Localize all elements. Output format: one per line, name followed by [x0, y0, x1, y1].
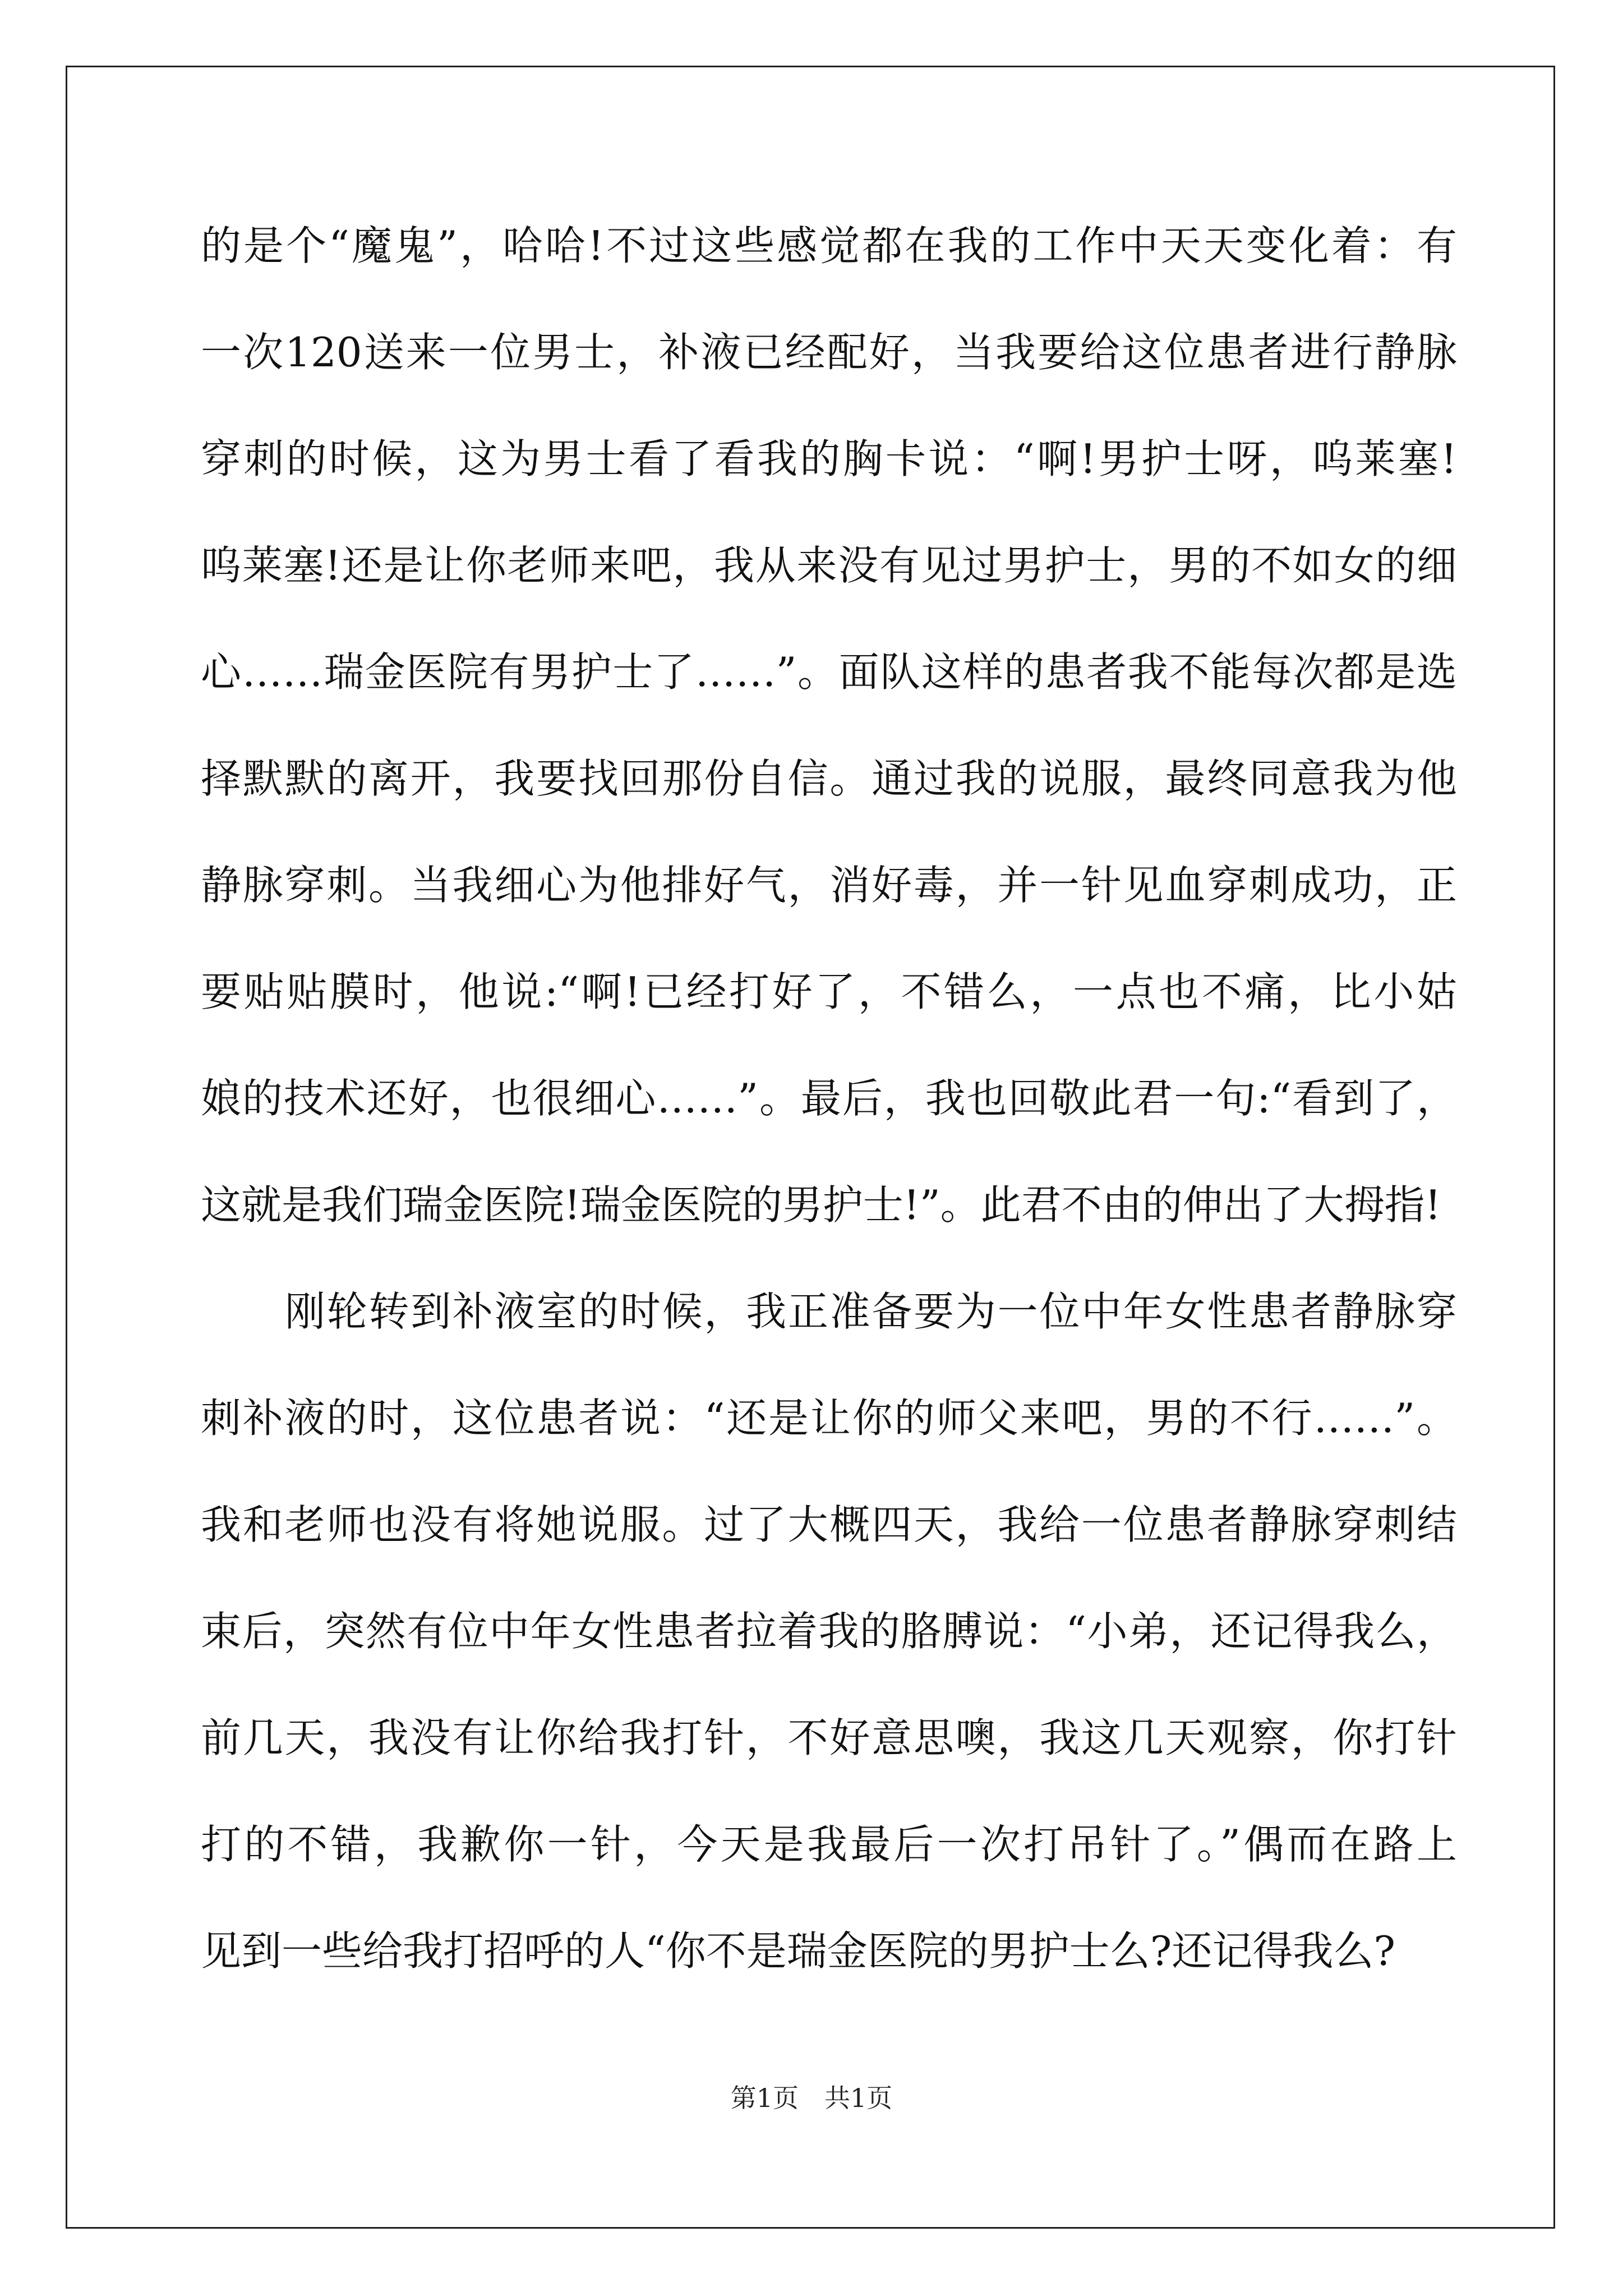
text-line: 打的不错，我歉你一针，今天是我最后一次打吊针了。”偶而在路上	[201, 1821, 1457, 1868]
text-line: 择默默的离开，我要找回那份自信。通过我的说服，最终同意我为他	[201, 755, 1457, 802]
text-line: 穿刺的时候，这为男士看了看我的胸卡说：“啊!男护士呀，呜莱塞!	[201, 435, 1457, 482]
text-line: 见到一些给我打招呼的人“你不是瑞金医院的男护士么?还记得我么?	[201, 1927, 1396, 1975]
text-line: 要贴贴膜时，他说:“啊!已经打好了，不错么，一点也不痛，比小姑	[201, 968, 1457, 1015]
text-line: 前几天，我没有让你给我打针，不好意思噢，我这几天观察，你打针	[201, 1714, 1457, 1761]
page-number: 第1页 共1页	[730, 2083, 893, 2113]
page-footer	[0, 2081, 1623, 2115]
text-line: 我和老师也没有将她说服。过了大概四天，我给一位患者静脉穿刺结	[201, 1501, 1457, 1548]
text-line: 刺补液的时，这位患者说：“还是让你的师父来吧，男的不行……”。	[201, 1395, 1457, 1442]
text-line: 心……瑞金医院有男护士了……”。面队这样的患者我不能每次都是选	[201, 648, 1457, 696]
text-line: 娘的技术还好，也很细心……”。最后，我也回敬此君一句:“看到了，	[201, 1075, 1457, 1122]
text-line: 刚轮转到补液室的时候，我正准备要为一位中年女性患者静脉穿	[285, 1288, 1457, 1335]
document-body	[201, 212, 1457, 2024]
text-line: 一次120送来一位男士，补液已经配好，当我要给这位患者进行静脉	[201, 329, 1457, 376]
text-line: 束后，突然有位中年女性患者拉着我的胳膊说：“小弟，还记得我么，	[201, 1608, 1457, 1655]
text-line: 的是个“魔鬼”，哈哈!不过这些感觉都在我的工作中天天变化着：有	[201, 222, 1457, 269]
text-line: 这就是我们瑞金医院!瑞金医院的男护士!”。此君不由的伸出了大拇指!	[201, 1181, 1441, 1228]
text-line: 静脉穿刺。当我细心为他排好气，消好毒，并一针见血穿刺成功，正	[201, 862, 1457, 909]
text-line: 呜莱塞!还是让你老师来吧，我从来没有见过男护士，男的不如女的细	[201, 542, 1457, 589]
